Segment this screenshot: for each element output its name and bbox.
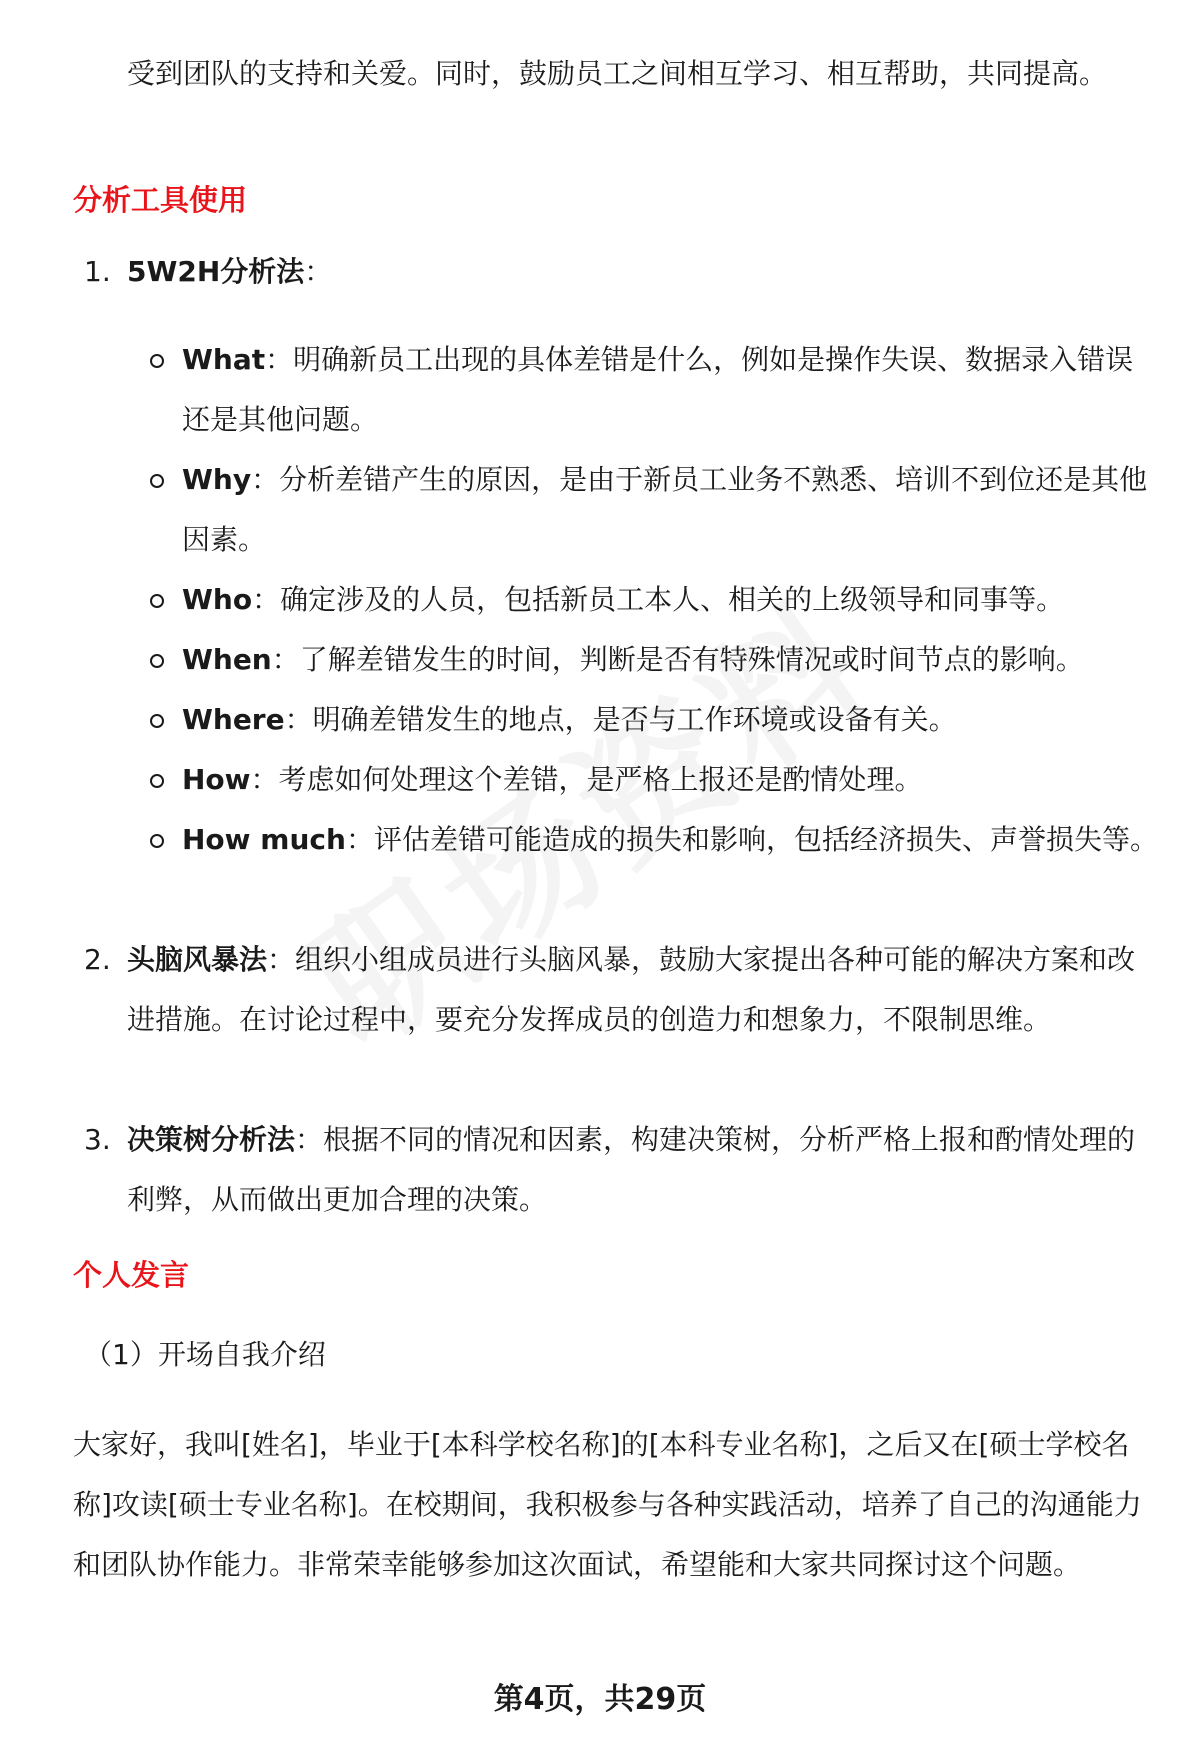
list-item-decision-tree	[127, 1110, 1160, 1230]
sub-item-why	[182, 450, 1160, 570]
list-number-3: 3.	[84, 1123, 111, 1156]
sub-item-what	[182, 330, 1160, 450]
self-intro-paragraph: 大家好，我叫[姓名]，毕业于[本科学校名称]的[本科专业名称]，之后又在[硕士学校名称]攻读[硕士专业名称]。在校期间，我积极参与各种实践活动，培养了自己的沟通能力和团队协作能力。非常荣幸能够参加这次面试，希望能和大家共同探讨这个问题。	[73, 1428, 1142, 1581]
sub-item-label: Why	[182, 463, 252, 496]
list-number-2: 2.	[84, 943, 111, 976]
sub-item-label: How	[182, 763, 251, 796]
section-heading-analysis-tools: 分析工具使用	[73, 183, 248, 217]
bullet-icon	[150, 354, 164, 368]
list-number-1: 1.	[84, 255, 111, 288]
sub-item-text: ：考虑如何处理这个差错，是严格上报还是酌情处理。	[250, 763, 923, 796]
bullet-icon	[150, 474, 164, 488]
bullet-icon	[150, 834, 164, 848]
list-item-label: 5W2H分析法	[127, 255, 305, 288]
page-footer: 第4页，共29页	[493, 1682, 707, 1717]
intro-paragraph: 受到团队的支持和关爱。同时，鼓励员工之间相互学习、相互帮助，共同提高。	[127, 57, 1108, 90]
bullet-icon	[150, 594, 164, 608]
sub-item-text: ：明确新员工出现的具体差错是什么，例如是操作失误、数据录入错误还是其他问题。	[182, 343, 1134, 436]
sub-item-text: ：了解差错发生的时间，判断是否有特殊情况或时间节点的影响。	[271, 643, 1084, 676]
sub-item-label: When	[182, 643, 272, 676]
bullet-icon	[150, 714, 164, 728]
bullet-icon	[150, 774, 164, 788]
sub-item-where	[182, 690, 1160, 750]
list-item-text: ：根据不同的情况和因素，构建决策树，分析严格上报和酌情处理的利弊，从而做出更加合理的决策。	[127, 1123, 1136, 1216]
sub-item-text: ：分析差错产生的原因，是由于新员工业务不熟悉、培训不到位还是其他因素。	[182, 463, 1148, 556]
list-item-separator: ：	[304, 255, 333, 288]
list-item-label: 决策树分析法	[127, 1123, 296, 1156]
list-item-brainstorm	[127, 930, 1160, 1050]
sub-item-who	[182, 570, 1160, 630]
sub-item-text: ：明确差错发生的地点，是否与工作环境或设备有关。	[284, 703, 957, 736]
section-heading-personal-speech: 个人发言	[73, 1258, 190, 1292]
sub-item-label: What	[182, 343, 266, 376]
sub-heading-self-intro: （1）开场自我介绍	[84, 1338, 326, 1371]
sub-item-when	[182, 630, 1160, 690]
list-item-5w2h	[127, 242, 332, 302]
sub-item-text: ：评估差错可能造成的损失和影响，包括经济损失、声誉损失等。	[345, 823, 1158, 856]
bullet-icon	[150, 654, 164, 668]
list-item-label: 头脑风暴法	[127, 943, 268, 976]
sub-item-label: Where	[182, 703, 285, 736]
sub-item-how	[182, 750, 1160, 810]
list-item-text: ：组织小组成员进行头脑风暴，鼓励大家提出各种可能的解决方案和改进措施。在讨论过程中，要充分发挥成员的创造力和想象力，不限制思维。	[127, 943, 1136, 1036]
sub-item-label: Who	[182, 583, 253, 616]
sub-item-label: How much	[182, 823, 346, 856]
sub-item-text: ：确定涉及的人员，包括新员工本人、相关的上级领导和同事等。	[252, 583, 1065, 616]
sub-item-how-much	[182, 810, 1160, 870]
